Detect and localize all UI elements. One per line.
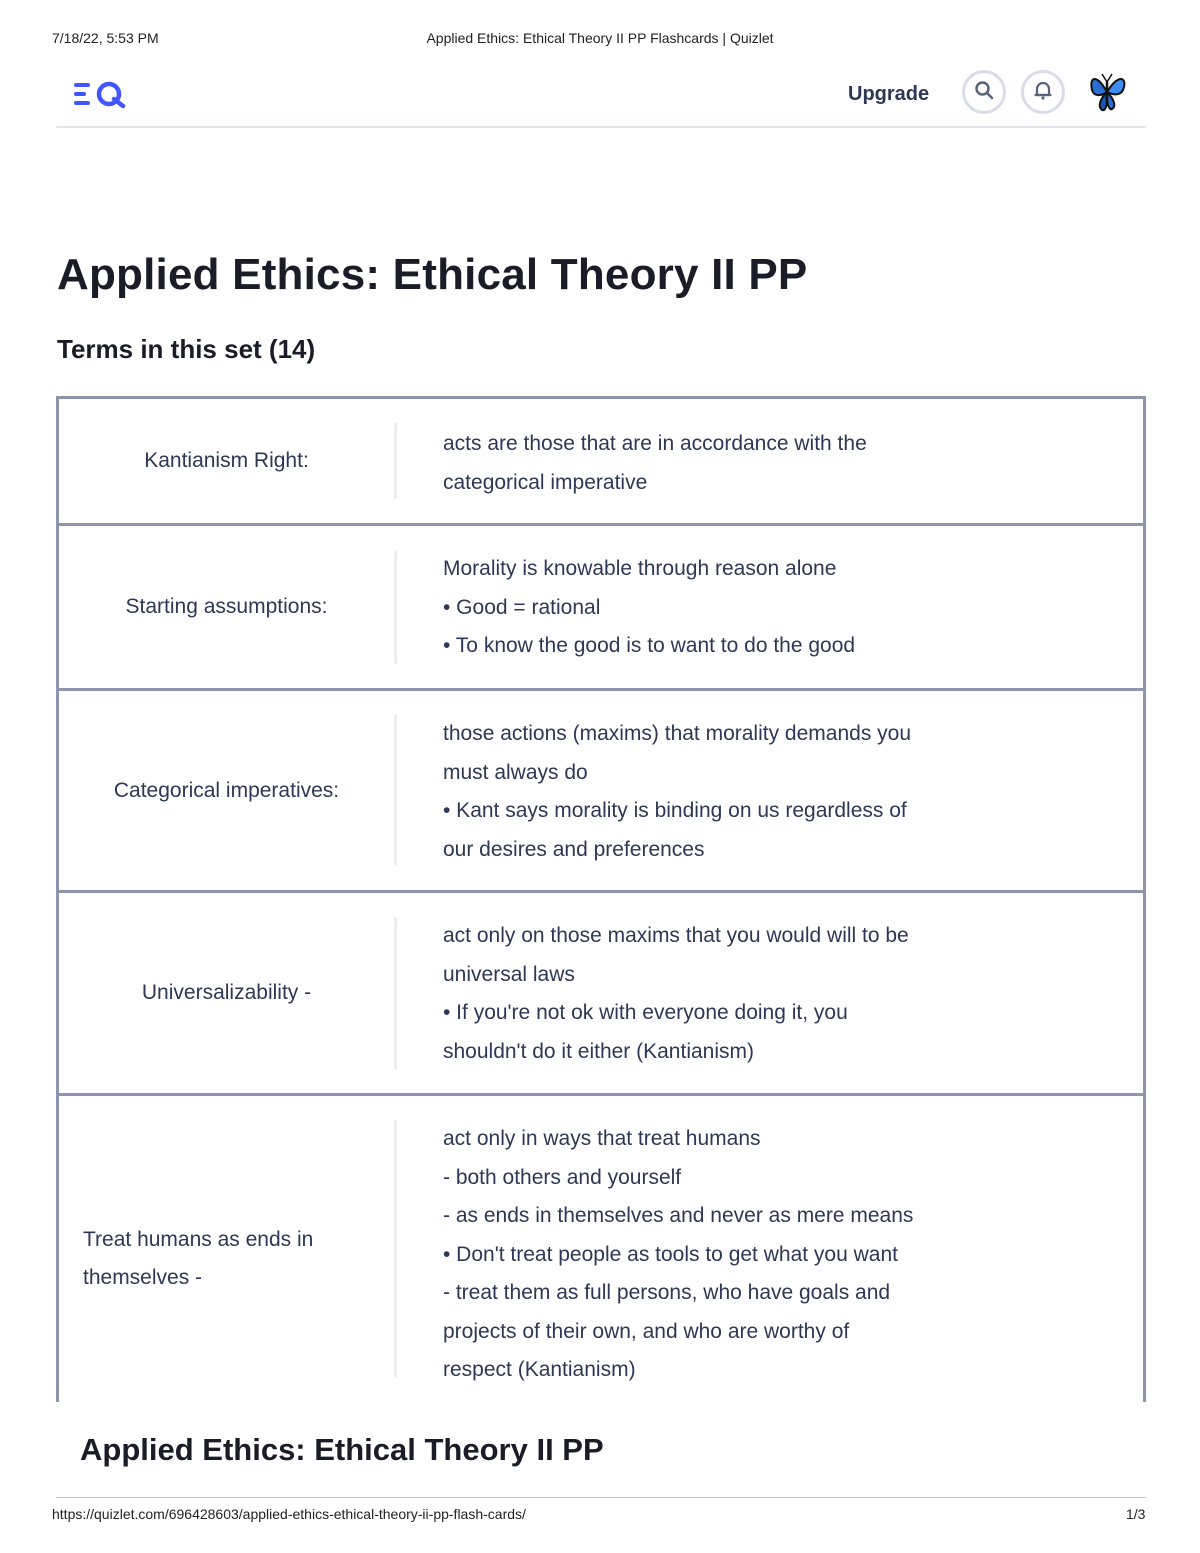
definition-line: act only on those maxims that you would will to be bbox=[443, 924, 909, 947]
definition-line: act only in ways that treat humans bbox=[443, 1127, 761, 1150]
term-card[interactable] bbox=[59, 396, 1143, 523]
footer-set-title: Applied Ethics: Ethical Theory II PP bbox=[80, 1432, 604, 1467]
definition-line: Morality is knowable through reason alone bbox=[443, 557, 837, 580]
print-url: https://quizlet.com/696428603/applied-ethics-ethical-theory-ii-pp-flash-cards/ bbox=[52, 1506, 526, 1522]
search-icon bbox=[974, 80, 994, 105]
term-card[interactable] bbox=[59, 523, 1143, 688]
definition-line: respect (Kantianism) bbox=[443, 1358, 636, 1381]
definition-line: universal laws bbox=[443, 962, 575, 986]
card-term-text: Treat humans as ends in themselves - bbox=[83, 1228, 314, 1289]
definition-line: • Kant says morality is binding on us regardless of bbox=[443, 799, 907, 822]
definition-line: categorical imperative bbox=[443, 470, 648, 494]
card-term bbox=[59, 1096, 394, 1402]
card-term: Categorical imperatives: bbox=[113, 778, 340, 802]
top-navigation-bar bbox=[56, 64, 1146, 128]
term-card[interactable] bbox=[59, 688, 1143, 890]
upgrade-button[interactable]: Upgrade bbox=[848, 83, 930, 105]
print-page-number: 1/3 bbox=[1126, 1506, 1146, 1522]
definition-line: must always do bbox=[443, 760, 588, 784]
definition-line: those actions (maxims) that morality demands you bbox=[443, 722, 912, 745]
card-definition bbox=[397, 399, 1143, 523]
butterfly-avatar-icon bbox=[1083, 103, 1131, 120]
definition-line: shouldn't do it either (Kantianism) bbox=[443, 1039, 755, 1063]
user-avatar[interactable] bbox=[1083, 68, 1131, 116]
definition-line: - treat them as full persons, who have goals and bbox=[443, 1281, 891, 1304]
card-term: Kantianism Right: bbox=[144, 449, 309, 472]
term-card-list bbox=[56, 396, 1146, 1402]
definition-line: • Don't treat people as tools to get what you want bbox=[443, 1242, 898, 1266]
bell-icon bbox=[1033, 80, 1053, 105]
card-definition bbox=[397, 691, 1143, 890]
card-definition bbox=[397, 1096, 1143, 1402]
terms-count-heading: Terms in this set (14) bbox=[57, 334, 316, 364]
footer-divider bbox=[56, 1497, 1146, 1498]
quizlet-logo-icon[interactable] bbox=[72, 78, 132, 110]
term-card[interactable] bbox=[59, 890, 1143, 1093]
card-term: Starting assumptions: bbox=[125, 595, 328, 618]
definition-line: - as ends in themselves and never as mere means bbox=[443, 1204, 914, 1227]
search-button[interactable] bbox=[962, 70, 1006, 114]
definition-line: • Good = rational bbox=[443, 595, 601, 619]
definition-line: acts are those that are in accordance with the bbox=[443, 432, 867, 455]
definition-line: • If you're not ok with everyone doing it, you bbox=[443, 1001, 848, 1024]
print-page-title: Applied Ethics: Ethical Theory II PP Flashcards | Quizlet bbox=[426, 30, 774, 46]
set-title: Applied Ethics: Ethical Theory II PP bbox=[57, 250, 808, 299]
card-definition bbox=[397, 893, 1143, 1093]
card-definition bbox=[397, 526, 1143, 688]
definition-line: our desires and preferences bbox=[443, 837, 705, 861]
notifications-button[interactable] bbox=[1021, 70, 1065, 114]
definition-line: projects of their own, and who are worthy of bbox=[443, 1319, 850, 1343]
card-term: Universalizability - bbox=[141, 981, 312, 1004]
definition-line: - both others and yourself bbox=[443, 1165, 682, 1189]
definition-line: • To know the good is to want to do the good bbox=[443, 634, 856, 657]
term-card[interactable] bbox=[59, 1093, 1143, 1402]
print-datetime: 7/18/22, 5:53 PM bbox=[52, 30, 159, 46]
print-header bbox=[0, 30, 1200, 50]
